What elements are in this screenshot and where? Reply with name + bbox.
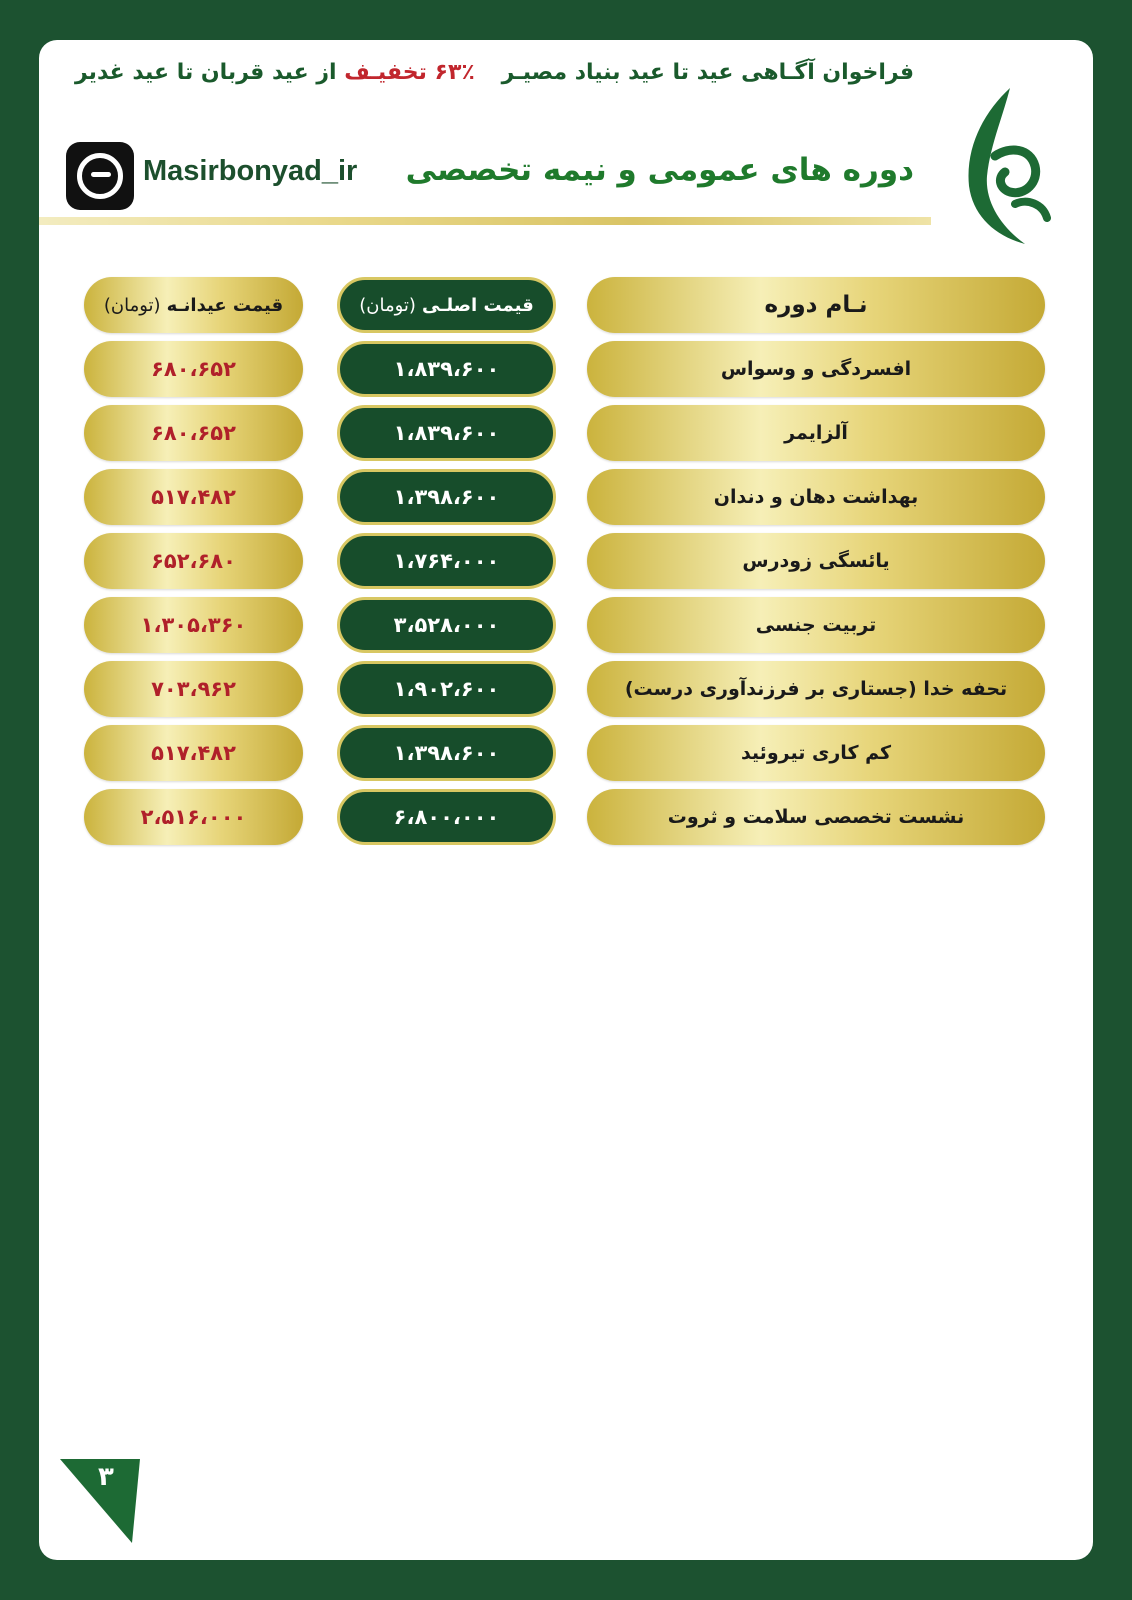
discount-promo xyxy=(75,60,475,96)
original-price: ۳،۵۲۸،۰۰۰ xyxy=(337,597,556,653)
original-price: ۱،۳۹۸،۶۰۰ xyxy=(337,469,556,525)
course-name: نشست تخصصی سلامت و ثروت xyxy=(587,789,1045,845)
header-original-price: قیمت اصلـی (تومان) xyxy=(337,277,556,333)
campaign-slogan: فراخوان آگـاهی عید تا عید بنیاد مصیـر xyxy=(501,60,914,85)
original-price: ۱،۹۰۲،۶۰۰ xyxy=(337,661,556,717)
course-name: افسردگی و وسواس xyxy=(587,341,1045,397)
course-name: یائسگی زودرس xyxy=(587,533,1045,589)
original-price: ۱،۳۹۸،۶۰۰ xyxy=(337,725,556,781)
original-price: ۱،۸۳۹،۶۰۰ xyxy=(337,405,556,461)
masir-logo-icon xyxy=(955,86,1055,246)
course-name: بهداشت دهان و دندان xyxy=(587,469,1045,525)
course-name: آلزایمر xyxy=(587,405,1045,461)
course-name: کم کاری تیروئید xyxy=(587,725,1045,781)
eid-price: ۵۱۷،۴۸۲ xyxy=(84,469,303,525)
eid-price: ۶۸۰،۶۵۲ xyxy=(84,341,303,397)
eid-price: ۵۱۷،۴۸۲ xyxy=(84,725,303,781)
page-title: دوره های عمومی و نیمه تخصصی xyxy=(405,152,914,188)
course-name: تربیت جنسی xyxy=(587,597,1045,653)
header-divider xyxy=(39,217,931,225)
page-number: ۳ xyxy=(98,1462,114,1492)
course-name: تحفه خدا (جستاری بر فرزندآوری درست) xyxy=(587,661,1045,717)
original-price: ۶،۸۰۰،۰۰۰ xyxy=(337,789,556,845)
discount-period: از عید قربان تا عید غدیر xyxy=(75,60,337,85)
eid-price: ۲،۵۱۶،۰۰۰ xyxy=(84,789,303,845)
header-course-name: نـام دوره xyxy=(587,277,1045,333)
instagram-handle[interactable]: Masirbonyad_ir xyxy=(143,155,358,187)
eid-price: ۱،۳۰۵،۳۶۰ xyxy=(84,597,303,653)
eid-price: ۶۸۰،۶۵۲ xyxy=(84,405,303,461)
original-price: ۱،۷۶۴،۰۰۰ xyxy=(337,533,556,589)
eid-price: ۷۰۳،۹۶۲ xyxy=(84,661,303,717)
instagram-logo-icon[interactable] xyxy=(66,142,134,210)
discount-percent: ۶۳٪ تخفیـف xyxy=(344,60,475,85)
header-eid-price: قیمت عیدانـه (تومان) xyxy=(84,277,303,333)
eid-price: ۶۵۲،۶۸۰ xyxy=(84,533,303,589)
original-price: ۱،۸۳۹،۶۰۰ xyxy=(337,341,556,397)
